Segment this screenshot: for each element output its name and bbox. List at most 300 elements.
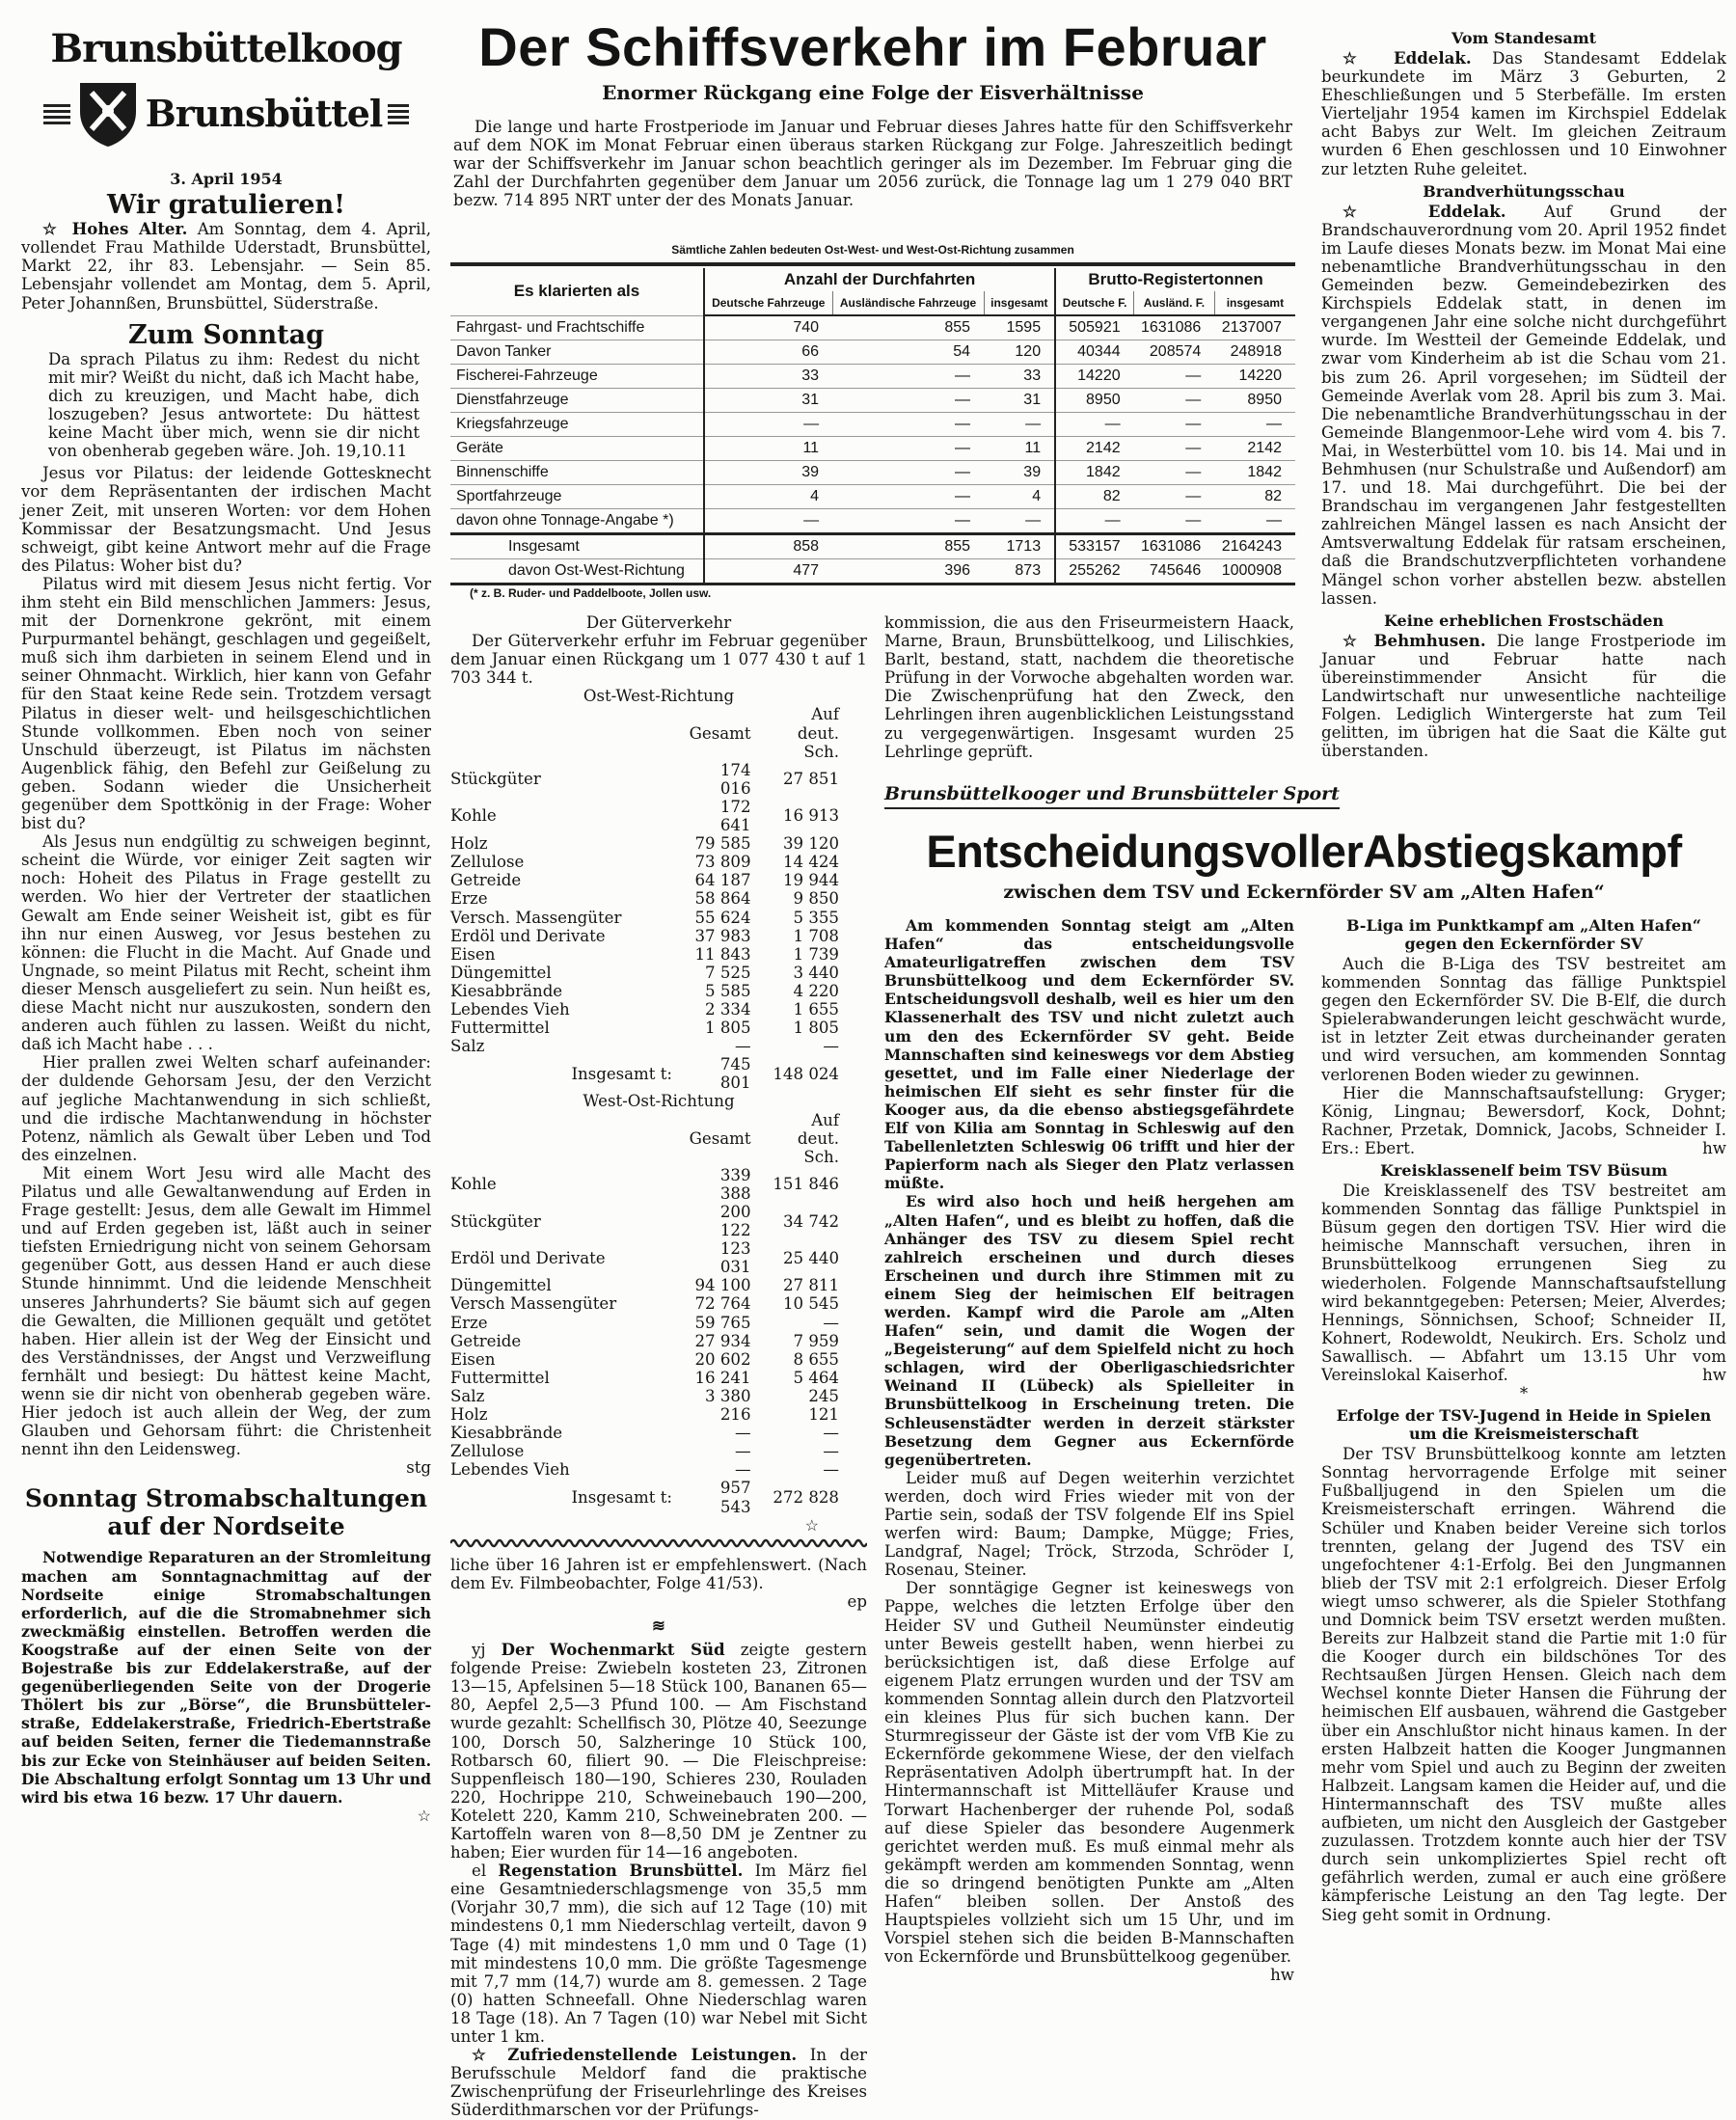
- goods-german: 151 846: [773, 1175, 839, 1194]
- goods-german: 25 440: [782, 1248, 839, 1267]
- sport-headline: EntscheidungsvollerAbstiegskampf: [926, 826, 1682, 877]
- table-cell: —: [832, 365, 984, 389]
- goods-row: [450, 945, 860, 964]
- lead-in: ☆ Behmhusen.: [1343, 630, 1486, 650]
- sport-section-label: Brunsbüttelkooger und Brunsbütteler Sport: [884, 783, 1340, 809]
- table-cell: 4: [704, 485, 832, 509]
- masthead: [21, 27, 431, 188]
- goods-name: Getreide: [450, 1331, 522, 1350]
- table-cell: —: [1134, 365, 1215, 389]
- goods-german: 1 739: [793, 944, 839, 964]
- schiff-headline: Der Schiffsverkehr im Februar: [478, 16, 1267, 77]
- goods-name: Futtermittel: [450, 1019, 550, 1038]
- goods-row: [450, 1294, 860, 1313]
- signature: hw: [1702, 1365, 1726, 1384]
- goods-total: —: [734, 1442, 751, 1461]
- goods-row: [450, 1350, 860, 1369]
- total-value: 148 024: [773, 1064, 839, 1083]
- row-label: davon ohne Tonnage-Angabe *): [450, 509, 704, 534]
- goods-total: 64 187: [694, 871, 751, 890]
- goods-german: —: [823, 1442, 839, 1461]
- table-cell: 11: [984, 437, 1055, 461]
- goods-row: [450, 1166, 860, 1203]
- table-row: [450, 437, 1295, 461]
- jugend-text: Der TSV Brunsbüttelkoog konnte am letzten Sonntag hervorragende Erfolge mit seiner Fußballjugend in den Spielen um die Kreismeisterschaft erringen. Während die Schüler und Knaben beider Vereine sich torlos trennten, gelang der Jugend des TSV ein ungefochtener 4:1-Erfolg. Bei den Jungmannen blieb der TSV mit 2:1 erfolgreich. Dieser Erfolg wiegt umso schwerer, als die Spieler Stothfang und Domnick beim TSV ersetzt werden mußten. Bereits zur Halbzeit stand die Partie mit 1:0 für die Kooger durch ein bildschönes Tor des Rechtsaußen Jürgen Hensen. Gleich nach dem Wechsel konnte Dieter Hansen die Führung der heimischen Elf ausbauen, während die Gastgeber über ein Anschlußtor nicht hinaus kamen. In der ersten Halbzeit hatten die Kooger Jungmannen mehr vom Spiel und auch zu Beginn der zweiten Halbzeit. Langsam kamen die Heider auf, und die Hintermannschaft des TSV mußte alles aufbieten, um nicht den Ausgleich der Gastgeber zuzulassen. Trotzdem konnte auch hier der TSV durch sein unkompliziertes Spiel recht oft gefährlich werden, zumal er auch eine größere kämpferische Leistung an den Tag legte. Der Sieg geht somit in Ordnung.: [1321, 1445, 1726, 1924]
- wo-goods-table: [450, 1111, 860, 1516]
- row-label: Dienstfahrzeuge: [450, 389, 704, 413]
- table-cell: 33: [704, 365, 832, 389]
- sport-paragraph: Der sonntägige Gegner ist keineswegs von Pappe, welches die letzten Erfolge über den Heider SV und Gutheil Neumünster eindeutig unter Beweis gestellt haben, wenn hierbei zu berücksichtigen ist, daß diese Erfolge auf eigenem Platz errungen wurden und der TSV am kommenden Sonntag allein durch den Platzvorteil ein kleines Plus für sich buchen kann. Der Sturmregisseur der Gäste ist der vom VfB Kie zu Eckernförde gekommene Wiese, der den vielfach Repräsentativen Adolph übertrumpft hat. In der Hintermannschaft ist Mittelläufer Krause und Torwart Hachenberger der ruhende Pol, sodaß auf diese Spieler das besondere Augenmerk gerichtet werden muß. Es muß einmal mehr als gekämpft werden am kommenden Sonntag, wenn die so dringend benötigten Punkte am „Alten Hafen“ bleiben sollen. Der Anstoß des Hauptspieles vollzieht sich um 15 Uhr, und im Vorspiel stehen sich die beiden B-Mannschaften von Eckernförde und Brunsbüttelkoog gegenüber.: [884, 1579, 1294, 1967]
- goods-german: 245: [808, 1386, 839, 1405]
- goods-row: [450, 1203, 860, 1239]
- column-header: Gesamt: [689, 1128, 751, 1148]
- table-cell: 54: [832, 340, 984, 365]
- standesamt-heading: Vom Standesamt: [1451, 29, 1597, 47]
- spacer: [450, 705, 688, 760]
- signature: ep: [847, 1591, 867, 1611]
- friseur-continuation: kommission, die aus den Friseurmeistern Haack, Marne, Braun, Brunsbüttelkoog, und Lilischkies, Barlt, bestand, statt, nachdem die theoretische Prüfung in der Vorwoche abgehalten worden war. Die Zwischenprüfung hat den Zweck, den Lehrlingen ihren augenblicklichen Leistungsstand zu vergegenwärtigen. Insgesamt wurden 25 Lehrlinge geprüft.: [884, 613, 1294, 761]
- zum-sonntag-heading: Zum Sonntag: [128, 319, 324, 350]
- body-text: liche über 16 Jahren ist er empfehlenswert. (Nach dem Ev. Filmbeobachter, Folge 41/53).: [450, 1555, 867, 1592]
- regen-text: [450, 1862, 867, 2046]
- goods-german: 1 708: [793, 926, 839, 945]
- goods-name: Erze: [450, 1313, 488, 1332]
- table-cell: 11: [704, 437, 832, 461]
- table-cell: —: [1134, 437, 1215, 461]
- goods-row: [450, 1442, 860, 1460]
- goods-row: [450, 761, 860, 798]
- goods-row: [450, 853, 860, 871]
- table-cell: 248918: [1214, 340, 1295, 365]
- spacer: [450, 1111, 688, 1166]
- body-text: zeigte gestern folgende Preise: Zwiebeln kosteten 23, Zitronen 13—15, Apfelsinen 5—18 Stück 100, Bananen 65—80, Aepfel 2,5—3 Pfund 100. — Am Fischstand wurde gezahlt: Schellfisch 30, Plötze 40, Seezunge 100, Dorsch 50, Salzheringe 10 Stück 100, Rotbarsch 60, filiert 90. — Die Fleischpreise: Suppenfleisch 180—190, Schieres 230, Rouladen 220, Hochrippe 210, Schweinebauch 190—200, Kotelett 220, Kamm 210, Schweinebraten 200. — Kartoffeln waren von 8—8,50 DM je Zentner zu haben; Eier wurden für 14—16 angeboten.: [450, 1641, 867, 1862]
- table-cell: 740: [704, 315, 832, 340]
- goods-name: Zellulose: [450, 1442, 525, 1461]
- table-cell: —: [704, 413, 832, 437]
- goods-name: Versch. Massengüter: [450, 908, 622, 927]
- total-value: 745 801: [719, 1055, 751, 1093]
- jugend-heading: Erfolge der TSV-Jugend in Heide in Spielen um die Kreismeisterschaft: [1336, 1406, 1712, 1444]
- table-row: [450, 389, 1295, 413]
- column-4: [1321, 916, 1726, 1924]
- goods-total: 216: [719, 1405, 751, 1425]
- table-row: [450, 413, 1295, 437]
- table-cell: —: [1134, 509, 1215, 534]
- goods-name: Salz: [450, 1037, 485, 1056]
- schiff-subheadline: Enormer Rückgang eine Folge der Eisverhältnisse: [602, 81, 1144, 104]
- goods-name: Erze: [450, 889, 488, 909]
- table-cell: —: [1055, 413, 1134, 437]
- goods-german: 8 655: [793, 1349, 839, 1369]
- table-cell: 40344: [1055, 340, 1134, 365]
- goods-row: [450, 1037, 860, 1055]
- masthead-title: Brunsbüttelkoog: [50, 26, 402, 71]
- goods-german: 14 424: [782, 853, 839, 872]
- table-cell: 33: [984, 365, 1055, 389]
- table-cell: 858: [704, 534, 832, 559]
- gratulieren-heading: Wir gratulieren!: [106, 190, 345, 221]
- goods-german: 5 355: [793, 908, 839, 927]
- separator: *: [1519, 1384, 1529, 1403]
- bliga-heading: B-Liga im Punktkampf am „Alten Hafen“ gegen den Eckernförder SV: [1345, 916, 1701, 953]
- column-header: Gesamt: [689, 723, 751, 743]
- goods-german: 39 120: [782, 834, 839, 854]
- goods-row: [450, 909, 860, 927]
- goods-total: 79 585: [694, 834, 751, 854]
- goods-total: 27 934: [694, 1331, 751, 1350]
- column-header: Auf deut. Sch.: [797, 705, 839, 761]
- table-cell: 855: [832, 534, 984, 559]
- goods-name: Kiesabbrände: [450, 981, 563, 1000]
- bliga-lineup: [1321, 1084, 1726, 1157]
- bible-quote: Da sprach Pilatus zu ihm: Redest du nicht mit mir? Weißt du nicht, daß ich Macht habe, dich zu kreuzigen, und Macht habe, dich loszugeben? Jesus antwortete: Du hättest keine Macht über mich, wenn sie dir nicht von obenherab gegeben wäre. Joh. 19,10.11: [48, 349, 420, 461]
- goods-german: 1 655: [793, 999, 839, 1019]
- markt-text: [450, 1641, 867, 1862]
- ow-goods-table: [450, 705, 860, 1092]
- total-label: Insgesamt t:: [571, 1487, 672, 1507]
- body-text: Das Standesamt Eddelak beurkundete im März 3 Geburten, 2 Eheschließungen und 5 Sterbefälle. Im ersten Vierteljahr 1954 kamen im Kirchspiel Eddelak acht Babys zur Welt. Im gleichen Zeitraum wurden 6 Ehen geschlossen und 10 Einwohner zur letzten Ruhe geleitet.: [1321, 49, 1726, 178]
- goods-row: [450, 1405, 860, 1424]
- group-header-brt: Brutto-Registertonnen: [1055, 268, 1295, 291]
- goods-name: Kiesabbrände: [450, 1424, 563, 1443]
- goods-total: 72 764: [694, 1294, 751, 1314]
- coat-of-arms-icon: [76, 79, 140, 149]
- goods-total-row: [450, 1479, 860, 1515]
- table-cell: 1631086: [1134, 534, 1215, 559]
- goods-name: Kohle: [450, 806, 497, 826]
- goods-row: [450, 964, 860, 982]
- table-cell: 1713: [984, 534, 1055, 559]
- table-cell: 505921: [1055, 315, 1134, 340]
- goods-total: 37 983: [694, 926, 751, 945]
- goods-name: Lebendes Vieh: [450, 1460, 570, 1480]
- ship-traffic-table: [450, 268, 1295, 585]
- sonntag-paragraph: Hier prallen zwei Welten scharf aufeinander: der duldende Gehorsam Jesu, der den Verzicht auf jegliche Machtanwendung in sich schließt, und die irdische Machtanwendung in höchster Potenz, nämlich als Gewalt über Leben und Tod des einzelnen.: [21, 1053, 431, 1164]
- table-footnote: (* z. B. Ruder- und Paddelboote, Jollen usw.: [470, 586, 712, 600]
- goods-total: 1 805: [705, 1019, 751, 1038]
- row-label: Kriegsfahrzeuge: [450, 413, 704, 437]
- table-cell: 873: [984, 559, 1055, 584]
- goods-row: [450, 982, 860, 1000]
- goods-total: —: [734, 1460, 751, 1480]
- goods-total: 200 122: [719, 1203, 751, 1240]
- body-text: Die lange Frostperiode im Januar und Februar hatte nach übereinstimmender Ansicht für die Landwirtschaft nur unwesentliche nachteilige Folgen. Lediglich Wintergerste hat zum Teil gelitten, im übrigen hat die Saat die Kälte gut überstanden.: [1321, 631, 1726, 761]
- table-cell: 255262: [1055, 559, 1134, 584]
- wo-heading: West-Ost-Richtung: [583, 1092, 735, 1111]
- goods-name: Holz: [450, 1405, 488, 1425]
- table-cell: 2137007: [1214, 315, 1295, 340]
- goods-row: [450, 1239, 860, 1276]
- column-header-row: [450, 705, 860, 760]
- goods-total: 73 809: [694, 853, 751, 872]
- goods-total: 2 334: [705, 999, 751, 1019]
- row-label: Geräte: [450, 437, 704, 461]
- goods-german: 16 913: [782, 806, 839, 826]
- goods-name: Salz: [450, 1386, 485, 1405]
- group-header-durchfahrten: Anzahl der Durchfahrten: [704, 268, 1055, 291]
- column-4-top: [1321, 25, 1726, 760]
- intro-text: Die lange und harte Frostperiode im Januar und Februar dieses Jahres hatte für den Schiffsverkehr auf dem NOK im Monat Februar einen überaus starken Rückgang zur Folge. Jahreszeitlich bedingt war der Schiffsverkehr im Januar schon beachtlich geringer als im Dezember. Im Februar ging die Zahl der Durchfahrten gegenüber dem Januar um 2056 zurück, die Tonnage lag um 1 279 040 BRT bezw. 714 895 NRT unter der des Monats Januar.: [453, 118, 1292, 210]
- strom-text: Notwendige Reparaturen an der Stromleitung machen am Sonntagnachmittag auf der Nordseite einige Stromabschaltungen erforderlich, auf die die Stromabnehmer sich zweckmäßig einstellen. Betroffen werden die Koogstraße auf der einen Seite von der Bojestraße bis zur Eddelakerstraße, auf der gegenüberliegenden Seite von der Drogerie Thölert bis zur „Börse“, die Brunsbüttelerstraße, Eddelakerstraße, Friedrich-Ebertstraße auf beiden Seiten, ferner die Tiedemannstraße bis zur Ecke von Steinhäuser auf beiden Seiten. Die Abschaltung erfolgt Sonntag um 13 Uhr und wird bis etwa 16 bezw. 17 Uhr dauern.: [21, 1548, 431, 1807]
- table-cell: —: [1055, 509, 1134, 534]
- table-cell: —: [1214, 413, 1295, 437]
- goods-german: 1 805: [793, 1019, 839, 1038]
- table-cell: 533157: [1055, 534, 1134, 559]
- column-header-row: [450, 1111, 860, 1166]
- total-row: [450, 559, 1295, 584]
- table-cell: 2142: [1055, 437, 1134, 461]
- table-cell: 14220: [1214, 365, 1295, 389]
- signature: hw: [1702, 1138, 1726, 1157]
- goods-total: 20 602: [694, 1349, 751, 1369]
- goods-row: [450, 1314, 860, 1332]
- ow-heading: Ost-West-Richtung: [583, 687, 735, 706]
- column-3-top: [884, 613, 1294, 761]
- goods-name: Stückgüter: [450, 1211, 541, 1231]
- table-cell: 82: [1055, 485, 1134, 509]
- table-cell: 8950: [1055, 389, 1134, 413]
- goods-row: [450, 834, 860, 853]
- goods-german: 4 220: [793, 981, 839, 1000]
- row-label: Insgesamt: [450, 534, 704, 559]
- star-icon: ☆: [417, 1806, 431, 1825]
- table-cell: —: [832, 437, 984, 461]
- row-label: davon Ost-West-Richtung: [450, 559, 704, 584]
- body-text: In der Berufsschule Meldorf fand die praktische Zwischenprüfung der Friseurlehrlinge des Kreises Süderdithmarschen vor der Prüfungs-: [450, 2046, 867, 2120]
- goods-row: [450, 1369, 860, 1387]
- goods-total: 58 864: [694, 889, 751, 909]
- table-cell: 39: [984, 461, 1055, 485]
- frost-text: [1321, 632, 1726, 761]
- table-cell: —: [832, 485, 984, 509]
- sonntag-paragraph: Pilatus wird mit diesem Jesus nicht fertig. Vor ihm steht ein Bild menschlichen Jammers: Jesus, mit der Dornenkrone gekrönt, mit einem Purpurmantel behängt, geschlagen und gegeißelt, muß sich ihm darbieten in seinem Elend und in seiner Ohnmacht. Wirklich, hier kann von Gefahr für den Staat keine Rede sein. Trotzdem versagt Pilatus in dieser welt- und heilsgeschichtlichen Stunde vollkommen. Eben noch von seiner Unschuld überzeugt, ist Pilatus im nächsten Augenblick fähig, den Befehl zur Geißelung zu geben. Sodann wieder die Unsicherheit gegenüber dem Spottkönig in der Frage: Woher bist du?: [21, 574, 431, 833]
- goods-total: 16 241: [694, 1368, 751, 1387]
- table-row: [450, 485, 1295, 509]
- goods-german: 5 464: [793, 1368, 839, 1387]
- goods-total: 174 016: [719, 760, 751, 798]
- goods-total: —: [734, 1424, 751, 1443]
- goods-german: 34 742: [782, 1211, 839, 1231]
- ornament-divider: ≋: [652, 1615, 665, 1635]
- bliga-text: Auch die B-Liga des TSV bestreitet am kommenden Sonntag das fällige Punktspiel gegen den Eckernförder SV. Die B-Elf, die durch Spielerabwanderungen leicht geschwächt wurde, ist in letzter Zeit etwas durcheinander geraten und wird versuchen, am kommenden Sonntag verlorenen Boden wieder zu gewinnen.: [1321, 955, 1726, 1084]
- goods-german: 19 944: [782, 871, 839, 890]
- goods-total: 55 624: [694, 908, 751, 927]
- goods-name: Zellulose: [450, 853, 525, 872]
- goods-row: [450, 1460, 860, 1479]
- goods-name: Holz: [450, 834, 488, 854]
- column-3: [884, 916, 1294, 1984]
- schiff-intro: [453, 118, 1292, 209]
- table-cell: 396: [832, 559, 984, 584]
- brand-heading: Brandverhütungsschau: [1423, 181, 1625, 201]
- goods-german: 3 440: [793, 963, 839, 982]
- column-header: Ausländ. F.: [1134, 291, 1215, 315]
- gratulieren-text: [21, 220, 431, 312]
- signature: stg: [406, 1458, 431, 1478]
- table-cell: —: [984, 509, 1055, 534]
- brand-text: [1321, 203, 1726, 608]
- goods-row: [450, 1332, 860, 1350]
- banner-left: [43, 103, 70, 124]
- author-tag: el: [472, 1862, 487, 1881]
- frost-heading: Keine erheblichen Frostschäden: [1383, 611, 1665, 630]
- goods-row: [450, 1000, 860, 1019]
- goods-total: 123 031: [719, 1239, 751, 1277]
- body-text: Im März fiel eine Gesamtniederschlagsmenge von 35,5 mm (Vorjahr 30,7 mm), die sich auf 12 Tage (10) mit mindestens 0,1 mm Niederschlag verteilt, davon 9 Tage (4) mit mindestens 1,0 mm und 0 Tage (1) mit mindestens 10,0 mm. Die größte Tagesmenge mit 7,7 mm (14,7) wurde am 8. gemessen. 2 Tage (0) hatten Schneefall. Ohne Niederschlag waren 18 Tage (18). An 7 Tagen (10) war Nebel mit Sicht unter 1 km.: [450, 1862, 867, 2047]
- table-cell: 31: [984, 389, 1055, 413]
- table-row: [450, 340, 1295, 365]
- goods-row: [450, 1276, 860, 1294]
- table-cell: —: [832, 389, 984, 413]
- column-2: [450, 613, 867, 2120]
- sport-subheadline: zwischen dem TSV und Eckernförder SV am „Alten Hafen“: [1003, 882, 1605, 903]
- table-cell: —: [704, 509, 832, 534]
- kreis-heading: Kreisklassenelf beim TSV Büsum: [1380, 1161, 1668, 1181]
- sonntag-paragraph: Mit einem Wort Jesu wird alle Macht des Pilatus und alle Gewaltanwendung auf Erden in Frage gestellt: Jesus, dem alle Gewalt im Himmel und auf Erden gegeben ist, läßt auch in seiner tiefsten Erniedrigung nicht von seinem Gehorsam gegenüber Gott, aus dessen Hand er auch diese Stunde hinnimmt. Und die leidende Menschheit unseres Jahrhunderts? Sie bäumt sich auf gegen die Gewalten, die Millionen gequält und getötet haben. Hier allein ist der Weg der Einsicht und des Verständnisses, der Angst und Verzweiflung fernhält und besiegt: Du hättest keine Macht, wenn sie dir nicht von obenherab gegeben wäre. Hier jedoch ist auch allein der Weg, der zum Glauben und Gehorsam führt: die Christenheit nennt ihn den Leidensweg.: [21, 1163, 431, 1459]
- table-row: [450, 315, 1295, 340]
- goods-german: 121: [808, 1405, 839, 1425]
- goods-row: [450, 1424, 860, 1442]
- table-row: [450, 461, 1295, 485]
- sport-paragraph: Es wird also hoch und heiß hergehen am „Alten Hafen“, und es bleibt zu hoffen, daß die Anhänger des TSV zu diesem Spiel recht zahlreich erscheinen und durch dieses Erscheinen und durch ihre Stimmen mit zu einem Sieg der heimischen Elf beitragen werden. Kampf wird die Parole am „Alten Hafen“ sein, und damit die Wogen der „Begeisterung“ auf dem Spielfeld nicht zu hoch schlagen, wird der Oberligaschiedsrichter Weinand II (Lübeck) als Spielleiter in Brunsbüttelkoog in Erscheinung treten. Die Schleusenstädter werden in derzeit stärkster Besetzung dem Gegner aus Eckernförde gegenübertreten.: [884, 1192, 1294, 1469]
- table-cell: 1842: [1214, 461, 1295, 485]
- wavy-divider: [450, 1536, 867, 1550]
- goods-name: Erdöl und Derivate: [450, 926, 606, 945]
- total-value: 957 543: [719, 1479, 751, 1516]
- table-cell: —: [832, 509, 984, 534]
- sonntag-paragraph: Als Jesus nun endgültig zu schweigen beginnt, scheint die Würde, vor einiger Zeit sagten wir noch: Hoheit des Pilatus in Frage gestellt zu werden. Wo hier der Vertreter der staatlichen Gewalt am Ende seiner Weisheit ist, gibt es für ihn nur einen Ausweg, vor Jesus bestehen zu können: die Flucht in die Macht. Auf Gnade und Ungnade, so meint Pilatus mit Recht, scheint ihm dieser Mensch ausgeliefert zu sein. Nun heißt es, diese Macht nicht nur auszukosten, sondern den anderen auch fühlen zu lassen. Weißt du nicht, daß ich Macht habe . . .: [21, 832, 431, 1054]
- goods-total: 11 843: [694, 944, 751, 964]
- star-icon: ☆: [804, 1515, 819, 1535]
- table-cell: 39: [704, 461, 832, 485]
- column-1: [21, 27, 431, 1825]
- body-text: Am Sonntag, dem 4. April, vollendet Frau Mathilde Uderstadt, Brunsbüttel, Markt 22, ihr 83. Lebensjahr. — Sein 85. Lebensjahr vollendet am Montag, dem 5. April, Peter Johannßen, Brunsbüttel, Süderstraße.: [21, 220, 431, 313]
- goods-total: 172 641: [719, 797, 751, 835]
- table-cell: 1842: [1055, 461, 1134, 485]
- goods-german: 10 545: [782, 1294, 839, 1314]
- gueter-heading: Der Güterverkehr: [585, 613, 732, 632]
- table-top-rule: [450, 262, 1295, 266]
- column-header: Auf deut. Sch.: [797, 1110, 839, 1166]
- table-cell: —: [832, 461, 984, 485]
- goods-name: Stückgüter: [450, 770, 541, 789]
- goods-name: Futtermittel: [450, 1368, 550, 1387]
- column-header: insgesamt: [984, 291, 1055, 315]
- table-cell: 1631086: [1134, 315, 1215, 340]
- standesamt-text: [1321, 49, 1726, 178]
- banner-right: [388, 103, 409, 124]
- goods-row: [450, 1387, 860, 1405]
- table-cell: 1000908: [1214, 559, 1295, 584]
- goods-total: 5 585: [705, 981, 751, 1000]
- goods-german: 9 850: [793, 889, 839, 909]
- body-text: Die Kreisklassenelf des TSV bestreitet am kommenden Sonntag das fällige Punktspiel in Büsum gegen den dortigen TSV. Hier wird die heimische Mannschaft versuchen, ihren in Brunsbüttelkoog errungenen Sieg zu wiederholen. Folgende Mannschaftsaufstellung wird bekanntgegeben: Petersen; Meier, Alverdes; Hennings, Sönnichsen, Schoof; Schneider II, Kohnert, Rodewoldt, Neukirch. Ers. Scholz und Sawallisch. — Abfahrt um 13.15 Uhr vom Vereinslokal Kaiserhof.: [1321, 1182, 1726, 1384]
- goods-total-row: [450, 1055, 860, 1092]
- goods-german: 7 959: [793, 1331, 839, 1350]
- row-header: Es klarierten als: [450, 268, 704, 315]
- table-row: [450, 365, 1295, 389]
- column-header: Deutsche Fahrzeuge: [704, 291, 832, 315]
- goods-total: 339 388: [719, 1165, 751, 1203]
- goods-row: [450, 927, 860, 945]
- row-label: Fahrgast- und Frachtschiffe: [450, 315, 704, 340]
- row-label: Davon Tanker: [450, 340, 704, 365]
- table-cell: 1595: [984, 315, 1055, 340]
- friseur-text: [450, 2046, 867, 2119]
- kreis-text: [1321, 1182, 1726, 1384]
- goods-name: Erdöl und Derivate: [450, 1248, 606, 1267]
- issue-date: 3. April 1954: [170, 170, 283, 188]
- table-cell: 66: [704, 340, 832, 365]
- goods-german: 27 811: [782, 1276, 839, 1295]
- column-header: Ausländische Fahrzeuge: [832, 291, 984, 315]
- goods-name: Versch Massengüter: [450, 1294, 617, 1314]
- goods-total: 94 100: [694, 1276, 751, 1295]
- film-text: [450, 1556, 867, 1611]
- table-cell: 855: [832, 315, 984, 340]
- masthead-subtitle: Brunsbüttel: [145, 92, 383, 135]
- goods-german: 27 851: [782, 770, 839, 789]
- table-cell: —: [1134, 413, 1215, 437]
- lead-in: Regenstation Brunsbüttel.: [498, 1861, 744, 1881]
- goods-name: Kohle: [450, 1175, 497, 1194]
- sonntag-paragraph: Jesus vor Pilatus: der leidende Gottesknecht vor dem Repräsentanten der irdischen Macht jener Zeit, mit unseren Worten: vor dem Hohen Kommissar der Besatzungsmacht. Und Jesus schweigt, gibt keine Antwort mehr auf die Frage des Pilatus: Woher bist du?: [21, 464, 431, 575]
- table-cell: 745646: [1134, 559, 1215, 584]
- table-cell: 208574: [1134, 340, 1215, 365]
- table-cell: 8950: [1214, 389, 1295, 413]
- total-label: Insgesamt t:: [571, 1064, 672, 1083]
- goods-total: 7 525: [705, 963, 751, 982]
- goods-row: [450, 1019, 860, 1037]
- sport-paragraph: Leider muß auf Degen weiterhin verzichtet werden, doch wird Fries wieder mit von der Partie sein, sodaß der TSV folgende Elf ins Spiel werfen wird: Baum; Dampke, Mügge; Fries, Landgraf, Nagel; Tröck, Strzoda, Schröder I, Rosenau, Steiner.: [884, 1468, 1294, 1580]
- author-tag: yj: [472, 1641, 486, 1660]
- total-value: 272 828: [773, 1487, 839, 1507]
- table-cell: —: [832, 413, 984, 437]
- column-header: insgesamt: [1214, 291, 1295, 315]
- goods-name: Getreide: [450, 871, 522, 890]
- lead-in: ☆ Eddelak.: [1343, 201, 1506, 221]
- table-cell: 2164243: [1214, 534, 1295, 559]
- goods-name: Düngemittel: [450, 1276, 552, 1295]
- table-cell: 477: [704, 559, 832, 584]
- table-caption: Sämtliche Zahlen bedeuten Ost-West- und West-Ost-Richtung zusammen: [671, 243, 1074, 257]
- column-header: Deutsche F.: [1055, 291, 1134, 315]
- lead-in: ☆ Zufriedenstellende Leistungen.: [472, 2045, 798, 2065]
- goods-row: [450, 798, 860, 834]
- goods-name: Lebendes Vieh: [450, 999, 570, 1019]
- goods-row: [450, 871, 860, 889]
- table-cell: —: [1134, 485, 1215, 509]
- table-cell: 2142: [1214, 437, 1295, 461]
- sport-paragraph: Am kommenden Sonntag steigt am „Alten Hafen“ das entscheidungsvolle Amateurligatreffen zwischen dem TSV Brunsbüttelkoog und dem Eckernförder SV. Entscheidungsvoll deshalb, weil es hier um den Klassenerhalt des TSV und nicht zuletzt auch um den des Eckernförder SV geht. Beide Mannschaften sind keineswegs vor dem Abstieg gesettet, und im Falle einer Niederlage der heimischen Elf sieht es sehr finster für die Kooger aus, da die ebenso abstiegsgefährdete Elf von Kilia am Sonntag in Schleswig auf den Tabellenletzten Schleswig 06 trifft und hier der Papierform nach als Sieger den Platz verlassen müßte.: [884, 916, 1294, 1193]
- table-cell: 4: [984, 485, 1055, 509]
- table-cell: 14220: [1055, 365, 1134, 389]
- lead-in: ☆ Hohes Alter.: [42, 219, 188, 239]
- goods-row: [450, 889, 860, 908]
- goods-german: —: [823, 1460, 839, 1480]
- goods-total: 59 765: [694, 1313, 751, 1332]
- lead-in: ☆ Eddelak.: [1343, 48, 1472, 68]
- goods-german: —: [823, 1313, 839, 1332]
- gueter-intro: Der Güterverkehr erfuhr im Februar gegenüber dem Januar einen Rückgang um 1 077 430 t auf 1 703 344 t.: [450, 632, 867, 688]
- goods-total: 3 380: [705, 1386, 751, 1405]
- row-label: Fischerei-Fahrzeuge: [450, 365, 704, 389]
- body-text: Auf Grund der Brandschauverordnung vom 20. April 1952 findet im Laufe dieses Monats bezw. im Monat Mai eine nebenamtliche Brandverhütungsschau in den Gemeinden bezw. Gemeindebezirken des Kirchspiels Eddelak statt, in denen im vergangenen Jahr eine solche nicht durchgeführt wurde. Im Westteil der Gemeinde Eddelak, und zwar vom Kinderheim ab ist die Schau vom 21. bis zum 26. April vorgesehen; im Südteil der Gemeinde Averlak vom 28. April bis zum 3. Mai. Die nebenamtliche Brandverhütungsschau in der Gemeinde Blangenmoor-Lehe wird vom 4. bis 7. Mai, in Westerbüttel vom 10. bis 14. Mai und in Behmhusen (nur Schulstraße und Außendorf) am 17. und 18. Mai durchgeführt. Die bei der Brandschau im vergangenen Jahr festgestellten zahlreichen Mängel lassen es nach Ansicht der Amtsverwaltung Eddelak für ratsam erscheinen, daß die Brandschutzverpflichteten vorhandene Mängel schon vorher abstellen bezw. abstellen lassen.: [1321, 202, 1726, 608]
- table-cell: —: [1134, 461, 1215, 485]
- goods-total: —: [734, 1037, 751, 1056]
- goods-name: Düngemittel: [450, 963, 552, 982]
- masthead-row: [21, 79, 431, 149]
